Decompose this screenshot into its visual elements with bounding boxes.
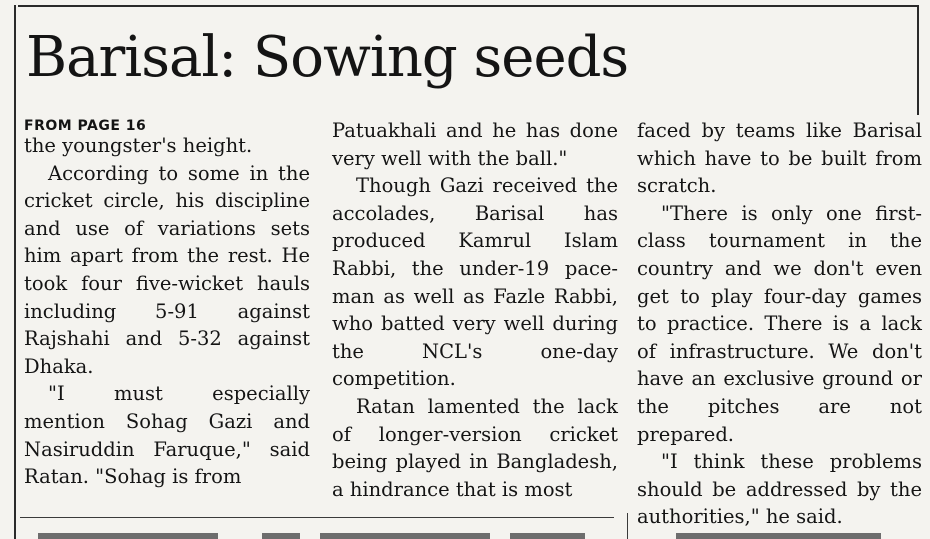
article-column-2 [332,117,618,503]
paragraph: Patuakhali and he has done very well with the ball." [332,119,618,170]
next-article-fragment [320,533,490,539]
next-article-fragment [676,533,881,539]
bottom-rule [20,517,614,518]
paragraph: Ratan lamented the lack of longer-version cricket being played in Bangladesh, a hindrance that is most [332,394,618,501]
left-rule [14,5,16,539]
continued-from-label: FROM PAGE 16 [24,118,147,134]
headline: Barisal: Sowing seeds [26,25,629,90]
paragraph: the youngster's height. [24,134,253,157]
paragraph: faced by teams like Barisal which have to be built from scratch. [637,119,922,198]
next-article-fragment [38,533,218,539]
paragraph: "I must especially mention Sohag Gazi and Nasiruddin Faruque," said Ratan. "Sohag is from [24,382,310,489]
article-column-3 [637,117,922,531]
paragraph: "I think these problems should be addressed by the authorities," he said. [637,450,922,529]
top-rule [18,5,918,7]
paragraph: According to some in the cricket circle, his discipline and use of variations sets him apart from the rest. He took four five-wicket hauls including 5-91 against Rajshahi and 5-32 against Dhaka. [24,161,310,378]
bottom-divider [627,513,628,539]
paragraph: "There is only one first-class tournament in the country and we don't even get to play four-day games to practice. There is a lack of infrastructure. We don't have an exclusive ground or the pitches are not prepared. [637,201,922,446]
next-article-fragment [262,533,300,539]
paragraph: Though Gazi received the accolades, Barisal has produced Kamrul Islam Rabbi, the under-19 pace-man as well as Fazle Rabbi, who batted very well during the NCL's one-day competition. [332,174,618,391]
right-rule [917,5,919,115]
article-column-1 [24,117,310,491]
next-article-fragment [510,533,585,539]
